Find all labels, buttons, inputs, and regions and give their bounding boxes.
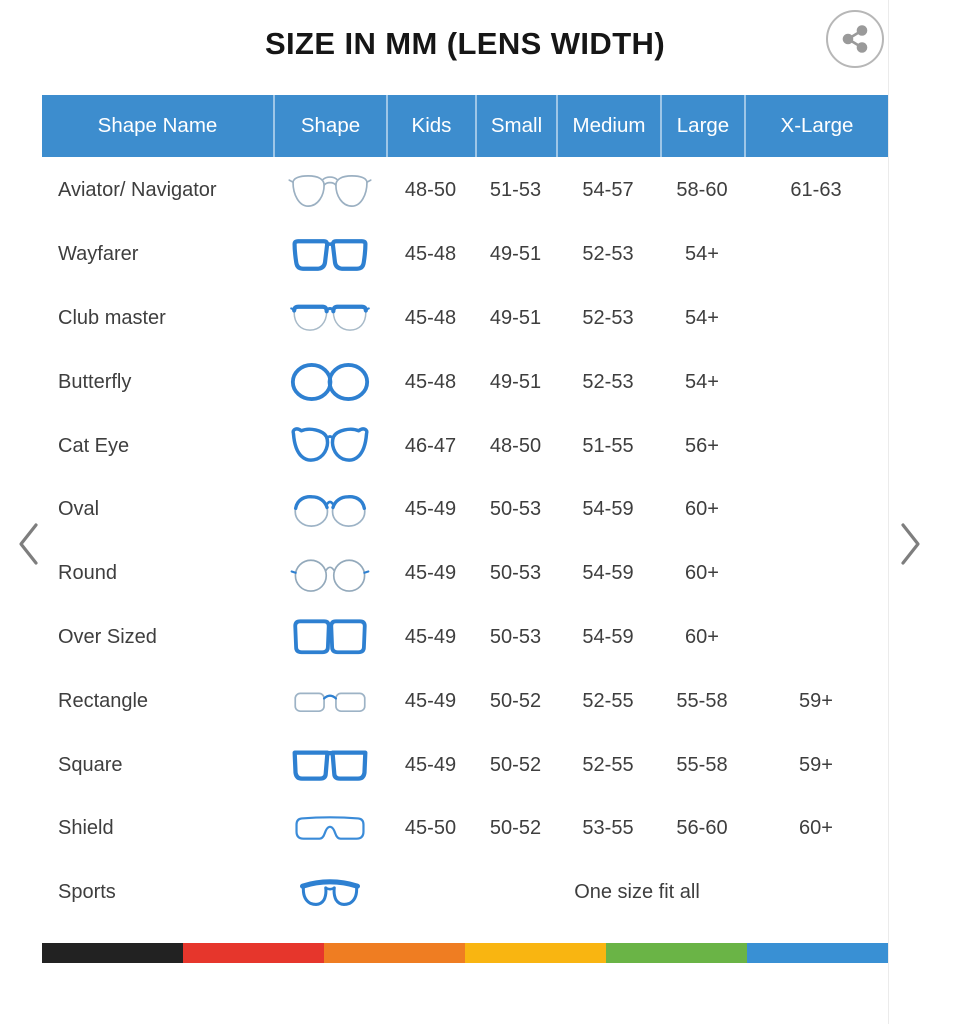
shape-name-cell: Shield xyxy=(58,817,114,840)
size-cell-large: 55-58 xyxy=(676,753,728,776)
round-glasses-icon xyxy=(273,554,386,594)
wayfarer-glasses-icon xyxy=(273,236,386,274)
shape-name-cell: Club master xyxy=(58,306,166,329)
oversized-glasses-icon xyxy=(273,616,386,658)
size-cell-medium: 54-59 xyxy=(582,498,634,521)
color-stripe xyxy=(42,943,888,963)
size-cell-small: 48-50 xyxy=(489,434,542,457)
table-row xyxy=(42,606,888,670)
stripe-segment-blue xyxy=(747,943,888,963)
carousel-prev-button[interactable] xyxy=(12,520,46,568)
size-cell-kids: 45-49 xyxy=(404,689,457,712)
size-cell-large: 60+ xyxy=(685,562,719,585)
cateye-glasses-icon xyxy=(273,426,386,466)
rectangle-glasses-icon xyxy=(273,686,386,716)
aviator-glasses-icon xyxy=(273,171,386,211)
size-cell-small: 49-51 xyxy=(489,306,542,329)
oval-glasses-icon xyxy=(273,491,386,529)
share-icon xyxy=(839,23,871,55)
column-header-small: Small xyxy=(475,95,556,157)
table-row xyxy=(42,669,888,733)
chevron-left-icon xyxy=(12,520,46,568)
shield-glasses-icon xyxy=(273,814,386,844)
size-cell-xlarge: 59+ xyxy=(799,689,833,712)
column-header-xlarge: X-Large xyxy=(744,95,888,157)
size-cell-medium: 52-55 xyxy=(582,689,634,712)
square-glasses-icon xyxy=(273,746,386,784)
page-title: SIZE IN MM (LENS WIDTH) xyxy=(264,26,666,61)
size-cell-kids: 46-47 xyxy=(404,434,457,457)
size-cell-kids: 45-49 xyxy=(404,562,457,585)
size-cell-small: 50-52 xyxy=(489,817,542,840)
one-size-cell: One size fit all xyxy=(574,881,700,904)
size-cell-small: 50-52 xyxy=(489,753,542,776)
size-cell-large: 56+ xyxy=(685,434,719,457)
carousel-next-button[interactable] xyxy=(893,520,927,568)
size-cell-medium: 54-59 xyxy=(582,625,634,648)
size-cell-medium: 52-53 xyxy=(582,370,634,393)
size-cell-medium: 52-53 xyxy=(582,243,634,266)
size-cell-large: 60+ xyxy=(685,498,719,521)
table-header-row xyxy=(42,95,888,157)
size-cell-kids: 45-48 xyxy=(404,243,457,266)
stripe-segment-yellow xyxy=(465,943,606,963)
size-cell-small: 49-51 xyxy=(489,243,542,266)
shape-name-cell: Cat Eye xyxy=(58,434,130,457)
size-cell-large: 54+ xyxy=(685,370,719,393)
size-cell-large: 54+ xyxy=(685,306,719,329)
shape-name-cell: Round xyxy=(58,562,117,585)
size-cell-kids: 45-48 xyxy=(404,370,457,393)
size-cell-kids: 45-49 xyxy=(404,498,457,521)
stripe-segment-red xyxy=(183,943,324,963)
size-cell-small: 50-53 xyxy=(489,562,542,585)
column-header-kids: Kids xyxy=(386,95,475,157)
sports-glasses-icon xyxy=(273,875,386,911)
table-row xyxy=(42,287,888,351)
table-row xyxy=(42,350,888,414)
table-row xyxy=(42,797,888,861)
size-cell-medium: 54-59 xyxy=(582,562,634,585)
size-cell-large: 58-60 xyxy=(676,179,728,202)
shape-name-cell: Square xyxy=(58,753,123,776)
size-cell-medium: 54-57 xyxy=(582,179,634,202)
shape-name-cell: Oval xyxy=(58,498,100,521)
clubmaster-glasses-icon xyxy=(273,301,386,335)
size-cell-kids: 45-48 xyxy=(404,306,457,329)
size-cell-large: 60+ xyxy=(685,625,719,648)
chevron-right-icon xyxy=(893,520,927,568)
size-cell-small: 50-53 xyxy=(489,498,542,521)
column-header-shape-name: Shape Name xyxy=(97,114,218,137)
size-cell-xlarge: 59+ xyxy=(799,753,833,776)
shape-name-cell: Wayfarer xyxy=(58,243,139,266)
shape-name-cell: Sports xyxy=(58,881,116,904)
size-cell-large: 54+ xyxy=(685,243,719,266)
size-cell-medium: 52-53 xyxy=(582,306,634,329)
shape-name-cell: Rectangle xyxy=(58,689,149,712)
stripe-segment-black xyxy=(42,943,183,963)
size-cell-small: 50-53 xyxy=(489,625,542,648)
stripe-segment-orange xyxy=(324,943,465,963)
table-row xyxy=(42,414,888,478)
table-row xyxy=(42,223,888,287)
size-cell-large: 56-60 xyxy=(676,817,728,840)
shape-name-cell: Aviator/ Navigator xyxy=(58,179,217,202)
table-row xyxy=(42,542,888,606)
column-header-medium: Medium xyxy=(556,95,660,157)
table-body xyxy=(42,159,888,925)
size-cell-xlarge: 60+ xyxy=(799,817,833,840)
column-header-large: Large xyxy=(660,95,744,157)
size-cell-small: 49-51 xyxy=(489,370,542,393)
size-cell-large: 55-58 xyxy=(676,689,728,712)
shape-name-cell: Butterfly xyxy=(58,370,132,393)
table-row xyxy=(42,478,888,542)
size-cell-xlarge: 61-63 xyxy=(790,179,842,202)
table-row xyxy=(42,159,888,223)
column-header-shape: Shape xyxy=(273,95,386,157)
table-row xyxy=(42,861,888,925)
size-cell-kids: 48-50 xyxy=(404,179,457,202)
size-cell-medium: 51-55 xyxy=(582,434,634,457)
card-right-edge xyxy=(888,0,889,1024)
size-cell-kids: 45-49 xyxy=(404,753,457,776)
size-cell-medium: 52-55 xyxy=(582,753,634,776)
table-row xyxy=(42,733,888,797)
stripe-segment-green xyxy=(606,943,747,963)
size-cell-kids: 45-50 xyxy=(404,817,457,840)
size-cell-kids: 45-49 xyxy=(404,625,457,648)
size-cell-medium: 53-55 xyxy=(582,817,634,840)
share-button[interactable] xyxy=(826,10,884,68)
butterfly-glasses-icon xyxy=(273,360,386,404)
size-cell-small: 50-52 xyxy=(489,689,542,712)
shape-name-cell: Over Sized xyxy=(58,625,157,648)
size-cell-small: 51-53 xyxy=(489,179,542,202)
